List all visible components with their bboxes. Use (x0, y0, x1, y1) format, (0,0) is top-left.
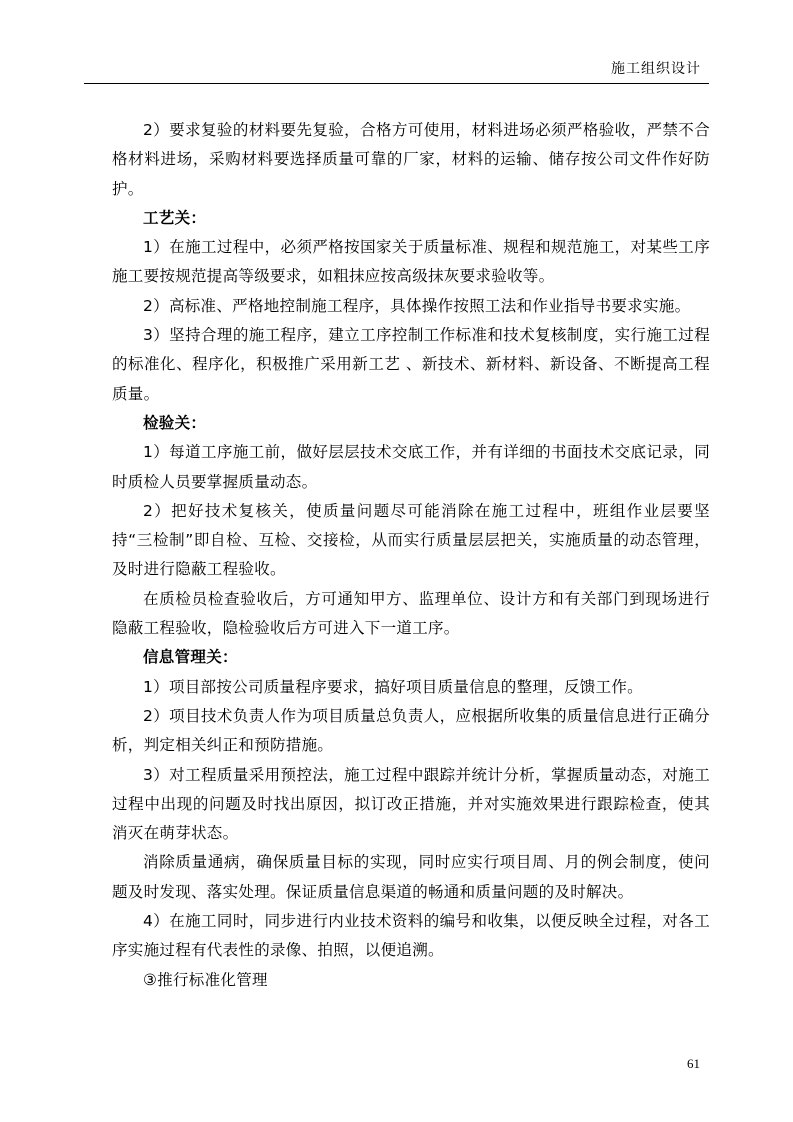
paragraph-information-2: 2）项目技术负责人作为项目质量总负责人，应根据所收集的质量信息进行正确分析，判定相关纠正和预防措施。 (112, 706, 710, 755)
paragraph-information-4: 消除质量通病，确保质量目标的实现，同时应实行项目周、月的例会制度，使问题及时发现、落实处理。保证质量信息渠道的畅通和质量问题的及时解决。 (112, 853, 710, 901)
document-header-title: 施工组织设计 (611, 61, 701, 77)
paragraph-process-1: 1）在施工过程中，必须严格按国家关于质量标准、规程和规范施工，对某些工序施工要按规范提高等级要求，如粗抹应按高级抹灰要求验收等。 (112, 238, 710, 286)
paragraph-inspection-2: 2）把好技术复核关，使质量问题尽可能消除在施工过程中，班组作业层要坚持“三检制”即自检、互检、交接检，从而实行质量层层把关，实施质量的动态管理，及时进行隐蔽工程验收。 (112, 501, 710, 579)
document-body (112, 116, 710, 995)
paragraph-inspection-1: 1）每道工序施工前，做好层层技术交底工作，并有详细的书面技术交底记录，同时质检人员要掌握质量动态。 (112, 443, 710, 491)
paragraph-information-5: 4）在施工同时，同步进行内业技术资料的编号和收集，以便反映全过程，对各工序实施过程有代表性的录像、拍照，以便追溯。 (112, 912, 710, 960)
section-heading-information: 信息管理关： (143, 648, 238, 667)
paragraph-standardization: ③推行标准化管理 (143, 970, 268, 989)
paragraph-process-3: 3）坚持合理的施工程序，建立工序控制工作标准和技术复核制度，实行施工过程的标准化、程序化，积极推广采用新工艺 、新技术、新材料、新设备、不断提高工程质量。 (112, 326, 710, 403)
page-number: 61 (687, 1056, 700, 1071)
header-rule (84, 83, 709, 84)
paragraph-information-3: 3）对工程质量采用预控法，施工过程中跟踪并统计分析，掌握质量动态，对施工过程中出现的问题及时找出原因，拟订改正措施，并对实施效果进行跟踪检查，使其消灭在萌芽状态。 (112, 765, 710, 843)
paragraph-material-recheck: 2）要求复验的材料要先复验，合格方可使用，材料进场必须严格验收，严禁不合格材料进场，采购材料要选择质量可靠的厂家，材料的运输、储存按公司文件作好防护。 (112, 121, 710, 198)
section-heading-process: 工艺关： (143, 208, 207, 227)
paragraph-information-1: 1）项目部按公司质量程序要求，搞好项目质量信息的整理，反馈工作。 (143, 677, 643, 696)
paragraph-inspection-3: 在质检员检查验收后，方可通知甲方、监理单位、设计方和有关部门到现场进行隐蔽工程验收，隐检验收后方可进入下一道工序。 (112, 589, 710, 638)
paragraph-process-2: 2）高标准、严格地控制施工程序，具体操作按照工法和作业指导书要求实施。 (143, 296, 691, 315)
section-heading-inspection: 检验关： (143, 413, 207, 432)
